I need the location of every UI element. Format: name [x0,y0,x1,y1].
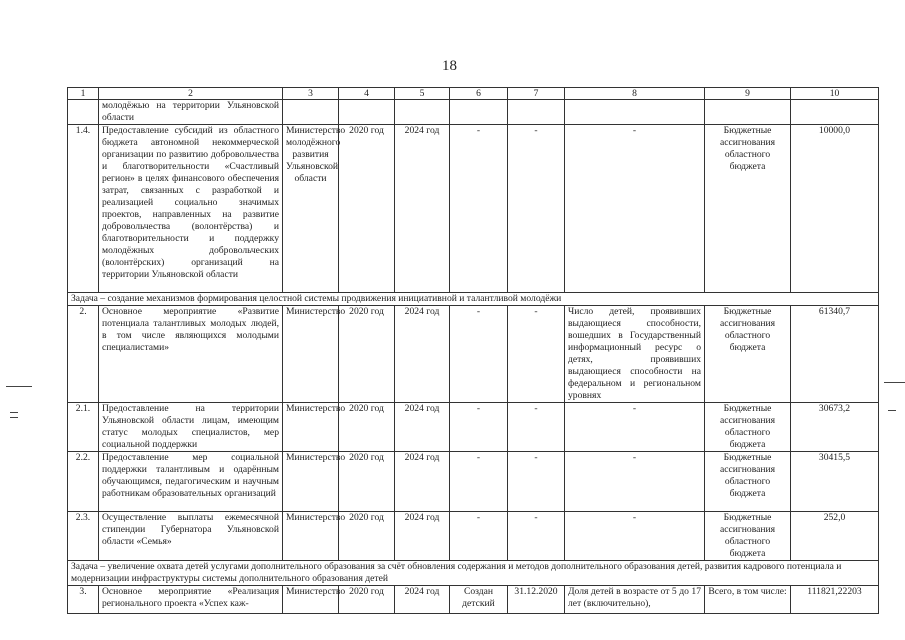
result: - [450,125,508,293]
column-number: 8 [565,88,705,100]
table-row [68,306,879,403]
table-row [68,100,879,125]
task-heading: Задача – создание механизмов формирования целостной системы продвижения инициативной и талантливой молодёжи [68,293,879,306]
row-number: 2.1. [68,403,99,452]
responsible-executor: Министерство [283,452,339,512]
funding-amount: 61340,7 [791,306,879,403]
column-number: 3 [283,88,339,100]
row-number [68,100,99,125]
end-year: 2024 год [395,452,450,512]
scan-margin-mark [10,417,18,418]
deadline: - [508,125,565,293]
column-number: 2 [99,88,283,100]
table-row [68,125,879,293]
end-year [395,100,450,125]
result: Создан детский [450,586,508,614]
indicator: Доля детей в возрасте от 5 до 17 лет (включительно), [565,586,705,614]
column-number-row [68,88,879,100]
funding-source: Бюджетные ассигнования областного бюджета [705,403,791,452]
result: - [450,512,508,561]
funding-amount: 10000,0 [791,125,879,293]
row-number: 1.4. [68,125,99,293]
funding-amount: 252,0 [791,512,879,561]
activity-name: Предоставление субсидий из областного бюджета автономной некоммерческой организации по развитию добровольчества и благотворительности «Счастливый регион» в целях финансового обеспечения затрат, связанных с разработкой и реализацией социально значимых проектов, направленных на развитие добровольчества (волонтёрства) и благотворительности и поддержку молодёжных добровольческих (волонтёрских) организаций на территории Ульяновской области [99,125,283,293]
end-year: 2024 год [395,586,450,614]
program-table [67,87,879,614]
end-year: 2024 год [395,403,450,452]
row-number: 2.2. [68,452,99,512]
scan-margin-mark [10,412,18,413]
responsible-executor: Министерство [283,403,339,452]
start-year: 2020 год [339,586,395,614]
end-year: 2024 год [395,125,450,293]
column-number: 9 [705,88,791,100]
funding-source: Всего, в том числе: [705,586,791,614]
result: - [450,452,508,512]
activity-name: Основное мероприятие «Реализация регионального проекта «Успех каж- [99,586,283,614]
responsible-executor: Министерство [283,512,339,561]
activity-name: Основное мероприятие «Развитие потенциала талантливых молодых людей, в том числе являющихся молодыми специалистами» [99,306,283,403]
row-number: 2. [68,306,99,403]
start-year: 2020 год [339,403,395,452]
indicator: - [565,403,705,452]
start-year: 2020 год [339,125,395,293]
responsible-executor: Министерство [283,586,339,614]
page-number: 18 [442,58,457,74]
task-heading: Задача – увеличение охвата детей услугами дополнительного образования за счёт обновления содержания и методов дополнительного образования детей, развития кадрового потенциала и модернизации инфраструктуры системы дополнительного образования детей [68,561,879,586]
indicator: - [565,125,705,293]
scan-margin-mark [6,386,32,387]
result: - [450,403,508,452]
table-row [68,403,879,452]
funding-amount [791,100,879,125]
deadline: - [508,512,565,561]
start-year [339,100,395,125]
activity-name: Предоставление мер социальной поддержки талантливым и одарённым обучающимся, педагогическим и научным работникам образовательных организаций [99,452,283,512]
deadline [508,100,565,125]
task-row [68,293,879,306]
funding-source [705,100,791,125]
table-row [68,586,879,614]
activity-name: Осуществление выплаты ежемесячной стипендии Губернатора Ульяновской области «Семья» [99,512,283,561]
column-number: 5 [395,88,450,100]
funding-amount: 111821,22203 [791,586,879,614]
responsible-executor [283,100,339,125]
column-number: 4 [339,88,395,100]
responsible-executor: Министерство [283,306,339,403]
result: - [450,306,508,403]
funding-source: Бюджетные ассигнования областного бюджета [705,512,791,561]
scan-margin-mark [884,382,905,383]
indicator: - [565,512,705,561]
start-year: 2020 год [339,452,395,512]
column-number: 7 [508,88,565,100]
deadline: - [508,403,565,452]
start-year: 2020 год [339,306,395,403]
table-row [68,512,879,561]
funding-amount: 30415,5 [791,452,879,512]
table-row [68,452,879,512]
funding-source: Бюджетные ассигнования областного бюджета [705,306,791,403]
scan-margin-mark [888,410,896,411]
row-number: 2.3. [68,512,99,561]
column-number: 6 [450,88,508,100]
indicator: Число детей, проявивших выдающиеся способности, вошедших в Государственный информационный ресурс о детях, проявивших выдающиеся способности на федеральном и региональном уровнях [565,306,705,403]
deadline: 31.12.2020 [508,586,565,614]
activity-name: молодёжью на территории Ульяновской области [99,100,283,125]
funding-source: Бюджетные ассигнования областного бюджета [705,452,791,512]
responsible-executor: Министерство молодёжного развития Ульяновской области [283,125,339,293]
indicator: - [565,452,705,512]
indicator [565,100,705,125]
task-row [68,561,879,586]
end-year: 2024 год [395,512,450,561]
column-number: 1 [68,88,99,100]
deadline: - [508,306,565,403]
activity-name: Предоставление на территории Ульяновской области лицам, имеющим статус молодых специалистов, мер социальной поддержки [99,403,283,452]
start-year: 2020 год [339,512,395,561]
row-number: 3. [68,586,99,614]
deadline: - [508,452,565,512]
funding-source: Бюджетные ассигнования областного бюджета [705,125,791,293]
result [450,100,508,125]
funding-amount: 30673,2 [791,403,879,452]
end-year: 2024 год [395,306,450,403]
column-number: 10 [791,88,879,100]
